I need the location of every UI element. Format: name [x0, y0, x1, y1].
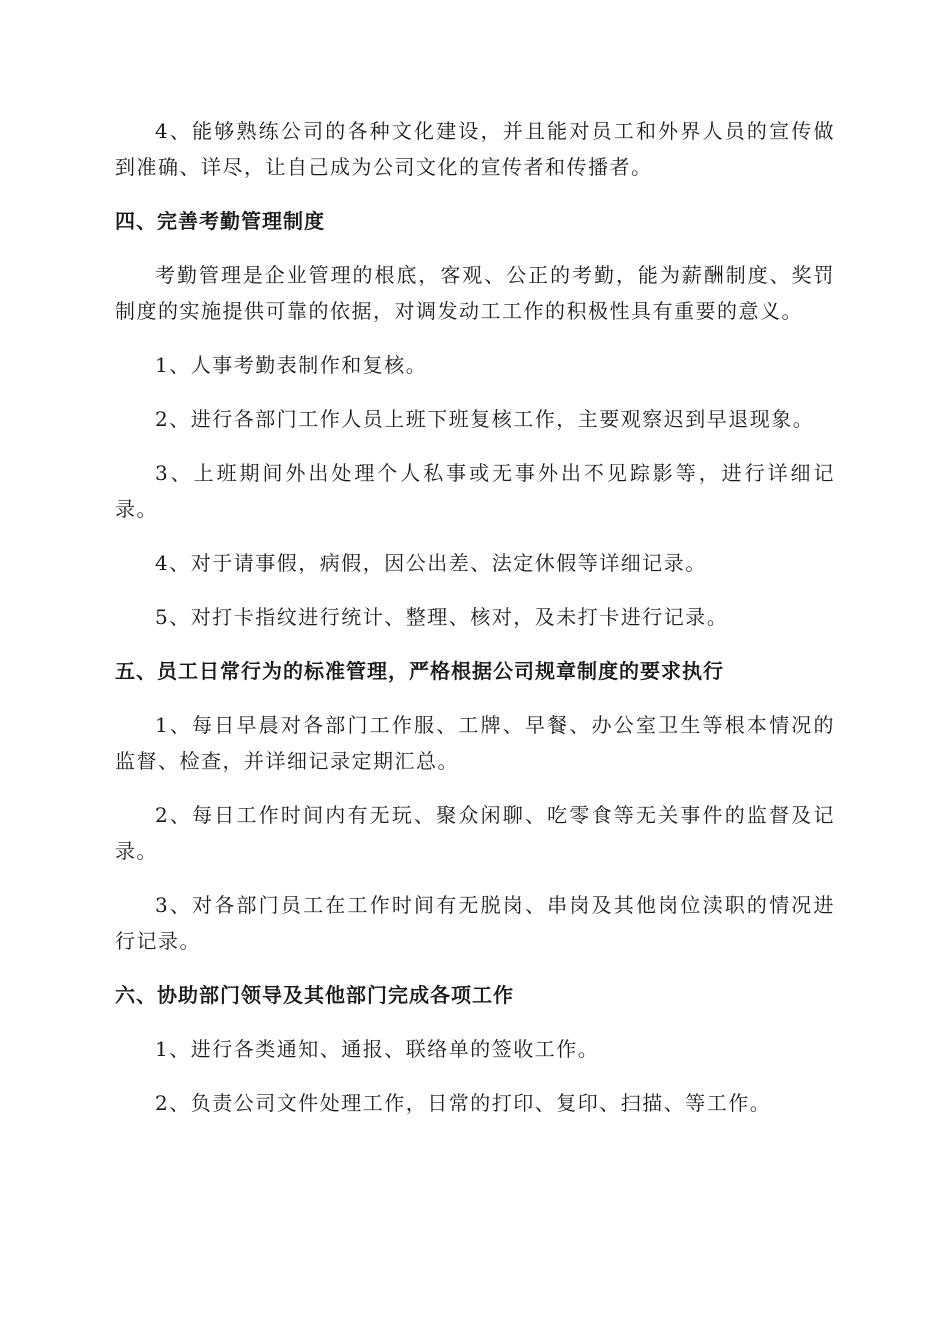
paragraph-attendance-item-3: 3、上班期间外出处理个人私事或无事外出不见踪影等，进行详细记录。	[115, 461, 835, 521]
paragraph-assist-item-1: 1、进行各类通知、通报、联络单的签收工作。	[155, 1037, 600, 1061]
paragraph-attendance-item-4: 4、对于请事假，病假，因公出差、法定休假等详细记录。	[155, 551, 707, 575]
section-heading-assist: 六、协助部门领导及其他部门完成各项工作	[115, 983, 514, 1007]
paragraph-culture-promotion: 4、能够熟练公司的各种文化建设，并且能对员工和外界人员的宣传做到准确、详尽，让自己成为公司文化的宣传者和传播者。	[115, 119, 835, 179]
section-heading-attendance: 四、完善考勤管理制度	[115, 209, 325, 233]
paragraph-conduct-item-2: 2、每日工作时间内有无玩、聚众闲聊、吃零食等无关事件的监督及记录。	[115, 803, 835, 863]
paragraph-attendance-item-2: 2、进行各部门工作人员上班下班复核工作，主要观察迟到早退现象。	[155, 407, 815, 431]
section-heading-conduct: 五、员工日常行为的标准管理，严格根据公司规章制度的要求执行	[115, 659, 724, 683]
paragraph-conduct-item-3: 3、对各部门员工在工作时间有无脱岗、串岗及其他岗位渎职的情况进行记录。	[115, 893, 835, 953]
paragraph-attendance-intro: 考勤管理是企业管理的根底，客观、公正的考勤，能为薪酬制度、奖罚制度的实施提供可靠的依据，对调发动工工作的积极性具有重要的意义。	[115, 263, 835, 323]
paragraph-conduct-item-1: 1、每日早晨对各部门工作服、工牌、早餐、办公室卫生等根本情况的监督、检查，并详细记录定期汇总。	[115, 713, 835, 773]
paragraph-assist-item-2: 2、负责公司文件处理工作，日常的打印、复印、扫描、等工作。	[155, 1091, 772, 1115]
document-body	[115, 113, 835, 1139]
paragraph-attendance-item-1: 1、人事考勤表制作和复核。	[155, 353, 428, 377]
paragraph-attendance-item-5: 5、对打卡指纹进行统计、整理、核对，及未打卡进行记录。	[155, 605, 729, 629]
